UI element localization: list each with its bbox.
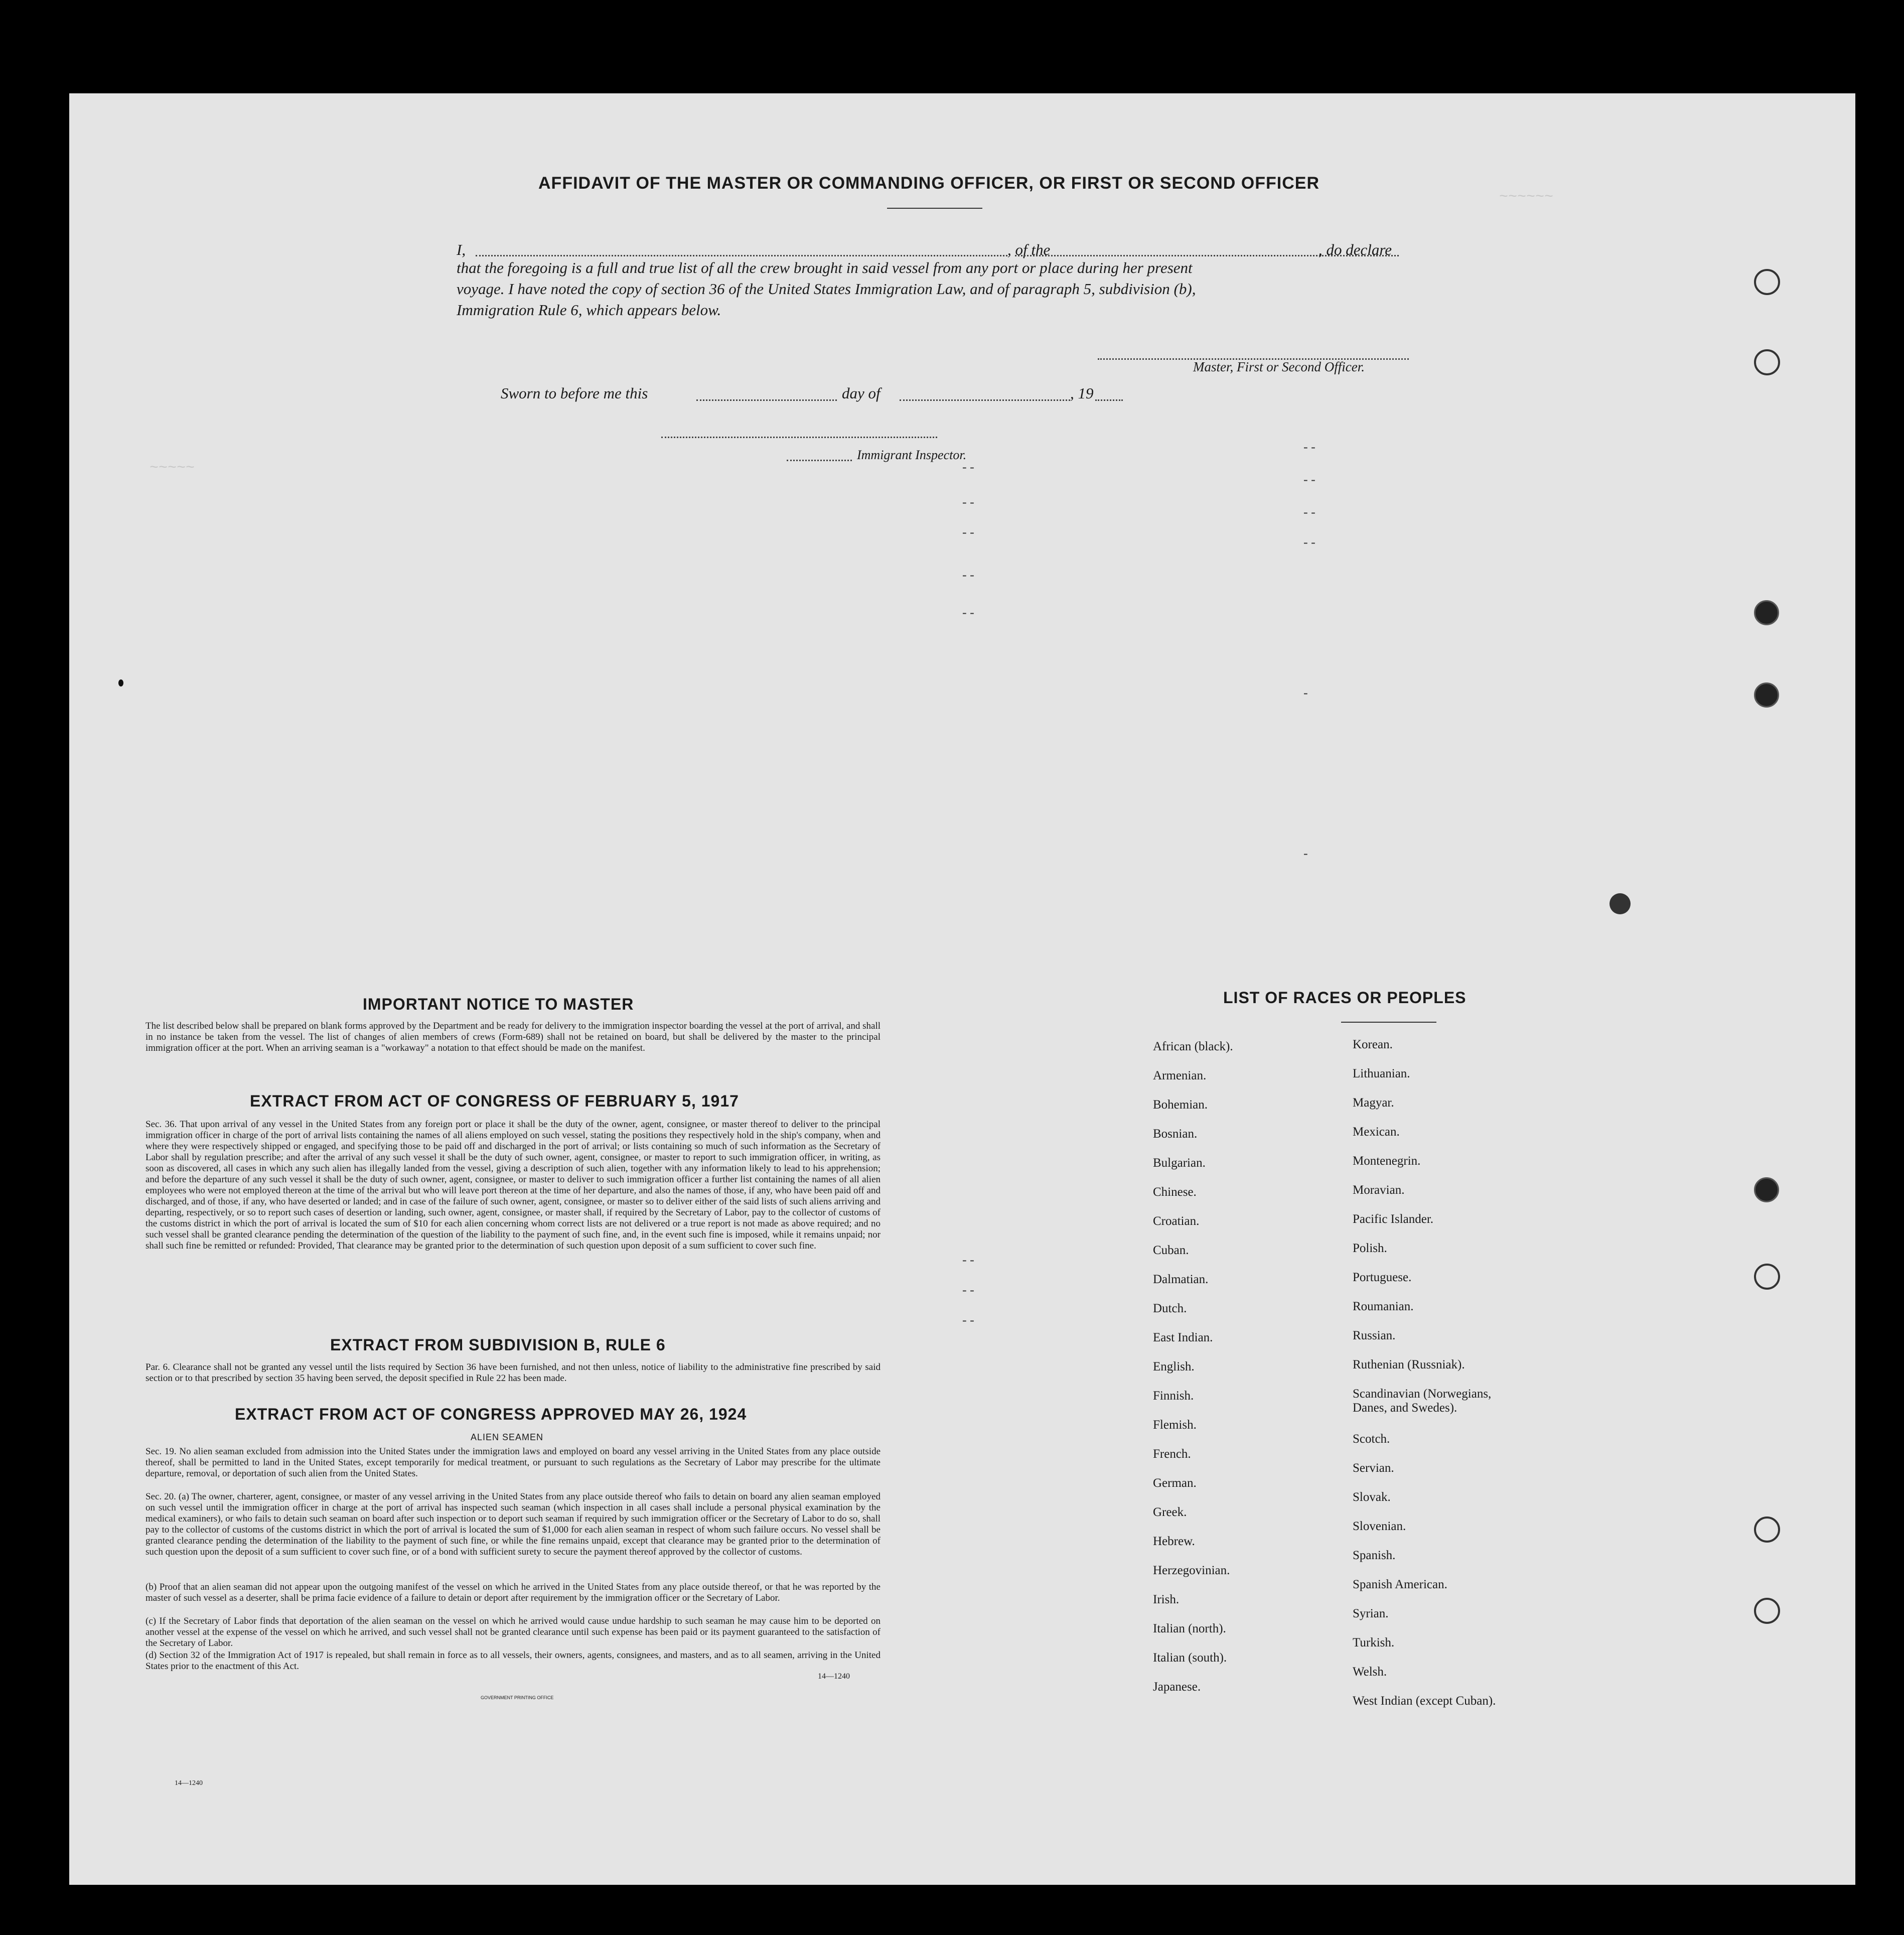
dash-mark: - - [962, 568, 974, 582]
inspector-line[interactable] [661, 437, 937, 438]
extract-form-number: 14—1240 [818, 1672, 850, 1681]
document-sheet [69, 93, 1855, 1885]
race-item: Spanish American. [1353, 1578, 1447, 1591]
race-item: Herzegovinian. [1153, 1564, 1230, 1577]
race-item: Greek. [1153, 1505, 1187, 1519]
dash-mark: - - [962, 525, 974, 539]
affidavit-line3: voyage. I have noted the copy of section 36 of the United States Immigration Law, and of paragraph 5, subdivision (b), [457, 280, 1196, 298]
notice-title: IMPORTANT NOTICE TO MASTER [363, 995, 634, 1013]
extract-1924-title: EXTRACT FROM ACT OF CONGRESS APPROVED MAY 26, 1924 [235, 1405, 747, 1423]
race-item: Italian (south). [1153, 1651, 1227, 1665]
race-item: Slovenian. [1353, 1519, 1406, 1533]
race-item: Italian (north). [1153, 1622, 1226, 1635]
race-item: Bulgarian. [1153, 1156, 1206, 1170]
binder-hole [1754, 349, 1780, 375]
dash-mark: - - [1303, 535, 1315, 549]
race-item: Syrian. [1353, 1607, 1389, 1620]
race-item: West Indian (except Cuban). [1353, 1694, 1496, 1708]
race-item: Croatian. [1153, 1214, 1200, 1228]
extract-1917-title: EXTRACT FROM ACT OF CONGRESS OF FEBRUARY 5, 1917 [250, 1092, 739, 1110]
race-item: Scandinavian (Norwegians, [1353, 1387, 1492, 1401]
race-item: German. [1153, 1476, 1197, 1490]
binder-hole [1754, 1598, 1780, 1624]
race-item: Armenian. [1153, 1069, 1207, 1082]
extract-1924-sec20b: (b) Proof that an alien seaman did not appear upon the outgoing manifest of the vessel on which he arrived in the United States from any place outside thereof, or that he was reported by the master of such vessel as a deserter, shall be prima facie evidence of a failure to detain or deport after requirement by the immigration officer or the Secretary of Labor. [145, 1582, 881, 1603]
race-item: Polish. [1353, 1241, 1387, 1255]
race-item: French. [1153, 1447, 1191, 1461]
race-item: Spanish. [1353, 1549, 1396, 1562]
race-item: Lithuanian. [1353, 1067, 1410, 1080]
dash-mark: - - [962, 605, 974, 620]
dash-mark: - [1303, 846, 1308, 861]
race-item: English. [1153, 1360, 1195, 1373]
race-item: Moravian. [1353, 1183, 1405, 1197]
affidavit-declare: , do declare [1319, 241, 1392, 258]
extract-1917-body: Sec. 36. That upon arrival of any vessel in the United States from any foreign port or place it shall be the duty of the owner, agent, consignee, or master thereof to deliver to the principal immigration officer in charge of the port of arrival lists containing the names of all aliens employed on such vessel, stating the positions they respectively hold in the ship's company, when and where they were respectively shipped or engaged, and specifying those to be paid off and discharged in the port of arrival; or lists containing so much of such information as the Secretary of Labor shall by regulation prescribe; and after the arrival of any such vessel it shall be the duty of such owner, agent, consignee, or master to report to such immigration officer, in writing, as soon as discovered, all cases in which any such alien has illegally landed from the vessel, giving a description of such alien, together with any information likely to lead to his apprehension; and before the departure of any such vessel it shall be the duty of such owner, agent, consignee, or master to deliver to such immigration officer a further list containing the names of all alien employees who were not employed thereon at the time of the arrival but who will leave port thereon at the time of her departure, and also the names of those, if any, who have been paid off and discharged, and of those, if any, who have deserted or landed; and in case of the failure of such owner, agent, consignee, or master so to deliver either of the said lists of such aliens arriving and departing, respectively, or so to report such cases of desertion or landing, such owner, agent, consignee, or master shall, if required by the Secretary of Labor, pay to the collector of customs of the customs district in which the port of arrival is located the sum of $10 for each alien concerning whom correct lists are not delivered or a true report is not made as above required; and no such vessel shall be granted clearance pending the determination of the question of the liability to the payment of such fine, and, in the event such fine is imposed, while it remains unpaid; nor shall such fine be remitted or refunded: Provided, That clearance may be granted prior to the determination of such question upon deposit of a sum sufficient to cover such fine. [145, 1119, 881, 1251]
race-item: Magyar. [1353, 1096, 1394, 1110]
sworn-month-field[interactable] [900, 399, 1070, 401]
dash-mark: - - [1303, 440, 1315, 454]
extract-1924-sec19: Sec. 19. No alien seaman excluded from admission into the United States under the immigration laws and employed on board any vessel arriving in the United States from any place outside thereof, shall be permitted to land in the United States, except temporarily for medical treatment, or pursuant to such regulations as the Secretary of Labor may prescribe for the ultimate departure, removal, or deportation of such alien from the United States. [145, 1446, 881, 1479]
dash-mark: - - [962, 495, 974, 509]
race-item: Ruthenian (Russniak). [1353, 1358, 1465, 1371]
race-item: Welsh. [1353, 1665, 1387, 1679]
rule-6-title: EXTRACT FROM SUBDIVISION B, RULE 6 [330, 1336, 666, 1354]
race-item: Dutch. [1153, 1302, 1187, 1315]
printer-imprint: GOVERNMENT PRINTING OFFICE [481, 1695, 554, 1700]
bleed-through-marks-2: ~~~~~ [150, 460, 195, 477]
races-title-underline [1341, 1022, 1436, 1023]
dash-mark: - - [962, 1313, 974, 1327]
inspector-label: Immigrant Inspector. [857, 448, 967, 462]
sworn-year-field[interactable] [1095, 399, 1123, 401]
race-item: Bosnian. [1153, 1127, 1198, 1141]
affidavit-line4: Immigration Rule 6, which appears below. [457, 301, 721, 319]
affidavit-line2: that the foregoing is a full and true list of all the crew brought in said vessel from any port or place during her present [457, 259, 1193, 277]
race-item: Chinese. [1153, 1185, 1197, 1199]
day-of-text: day of [842, 384, 881, 402]
inspector-line-2 [787, 460, 852, 461]
dash-mark: - - [1303, 505, 1315, 519]
binder-hole [1754, 1177, 1779, 1202]
ink-dot [118, 679, 123, 686]
race-item: Slovak. [1353, 1490, 1391, 1504]
binder-hole [1754, 1516, 1780, 1543]
race-item: Dalmatian. [1153, 1273, 1209, 1286]
signature-label: Master, First or Second Officer. [1193, 359, 1365, 374]
sworn-day-field[interactable] [696, 399, 837, 401]
race-item: Cuban. [1153, 1243, 1189, 1257]
footer-form-number: 14—1240 [175, 1779, 203, 1787]
race-item: Pacific Islander. [1353, 1212, 1434, 1226]
race-item: Montenegrin. [1353, 1154, 1421, 1168]
dash-mark: - - [962, 460, 974, 474]
race-item: Danes, and Swedes). [1353, 1401, 1457, 1415]
extract-1924-sec20a: Sec. 20. (a) The owner, charterer, agent, consignee, or master of any vessel arriving in the United States from any place outside thereof who fails to detain on board any alien seaman employed on such vessel until the immigration officer in charge at the port of arrival has inspected such seaman (which inspection in all cases shall include a personal physical examination by the medical examiners), or who fails to detain such seaman on board after such inspection or to deport such seaman if required by such immigration officer or the Secretary of Labor to do so, shall pay to the collector of customs of the customs district in which the port of arrival is located the sum of $1,000 for each alien seaman in respect of whom such failure occurs. No vessel shall be granted clearance pending the determination of the liability to the payment of such fine, or while the fine remains unpaid, except that clearance may be granted prior to the determination of such question upon the deposit of a sum sufficient to cover such fine, or of a bond with sufficient surety to secure the payment thereof approved by the collector of customs. [145, 1491, 881, 1557]
race-item: Bohemian. [1153, 1098, 1208, 1112]
affidavit-i: I, [457, 241, 466, 258]
affidavit-title: AFFIDAVIT OF THE MASTER OR COMMANDING OFFICER, OR FIRST OR SECOND OFFICER [538, 174, 1320, 193]
race-item: Roumanian. [1353, 1300, 1414, 1313]
binder-hole [1754, 269, 1780, 295]
extract-1924-sec20d: (d) Section 32 of the Immigration Act of 1917 is repealed, but shall remain in force as to all vessels, their owners, agents, consignees, and masters, and as to all seamen, arriving in the United States prior to the enactment of this Act. [145, 1650, 881, 1672]
races-title: LIST OF RACES OR PEOPLES [1223, 989, 1467, 1007]
race-item: Korean. [1353, 1038, 1393, 1051]
dash-mark: - - [962, 1253, 974, 1267]
race-item: Hebrew. [1153, 1535, 1195, 1548]
ink-blot [1609, 893, 1631, 914]
rule-6-body: Par. 6. Clearance shall not be granted any vessel until the lists required by Section 36 have been furnished, and not then unless, notice of liability to the administrative fine prescribed by said section or to that prescribed by section 35 having been served, the deposit specified in Rule 22 has been made. [145, 1362, 881, 1384]
dash-mark: - - [1303, 472, 1315, 487]
extract-1924-sec20c: (c) If the Secretary of Labor finds that deportation of the alien seaman on the vessel on which he arrived would cause undue hardship to such seaman he may cause him to be deported on another vessel at the expense of the vessel on which he arrived, and such vessel shall not be granted clearance until such expense has been paid or its payment guaranteed to the satisfaction of the Secretary of Labor. [145, 1616, 881, 1648]
race-item: Finnish. [1153, 1389, 1194, 1403]
race-item: Turkish. [1353, 1636, 1395, 1649]
race-item: Russian. [1353, 1329, 1396, 1342]
bleed-through-marks: ~~~~~~ [1499, 189, 1554, 206]
title-underline [887, 208, 982, 209]
race-item: Mexican. [1353, 1125, 1400, 1139]
race-item: Flemish. [1153, 1418, 1197, 1432]
race-item: East Indian. [1153, 1331, 1213, 1344]
dash-mark: - - [962, 1283, 974, 1297]
name-field[interactable] [476, 255, 1007, 256]
binder-hole [1754, 600, 1779, 625]
year-prefix: , 19 [1070, 384, 1094, 402]
binder-hole [1754, 1264, 1780, 1290]
race-item: Portuguese. [1353, 1271, 1412, 1284]
dash-mark: - [1303, 685, 1308, 700]
notice-body: The list described below shall be prepared on blank forms approved by the Department and be ready for delivery to the immigration inspector boarding the vessel at the port of arrival, and shall in no instance be taken from the vessel. The list of changes of alien members of crews (Form-689) shall not be retained on board, but shall be delivered by the master to the principal immigration officer at the port. When an arriving seaman is a "workaway" a notation to that effect should be made on the manifest. [145, 1021, 881, 1053]
race-item: Servian. [1353, 1461, 1394, 1475]
race-item: Irish. [1153, 1593, 1180, 1606]
alien-seamen-subtitle: ALIEN SEAMEN [471, 1432, 544, 1442]
binder-hole [1754, 682, 1779, 708]
affidavit-of-the: , of the [1007, 241, 1051, 258]
race-item: Scotch. [1353, 1432, 1390, 1446]
race-item: African (black). [1153, 1040, 1233, 1053]
sworn-text: Sworn to before me this [501, 384, 648, 402]
race-item: Japanese. [1153, 1680, 1201, 1694]
